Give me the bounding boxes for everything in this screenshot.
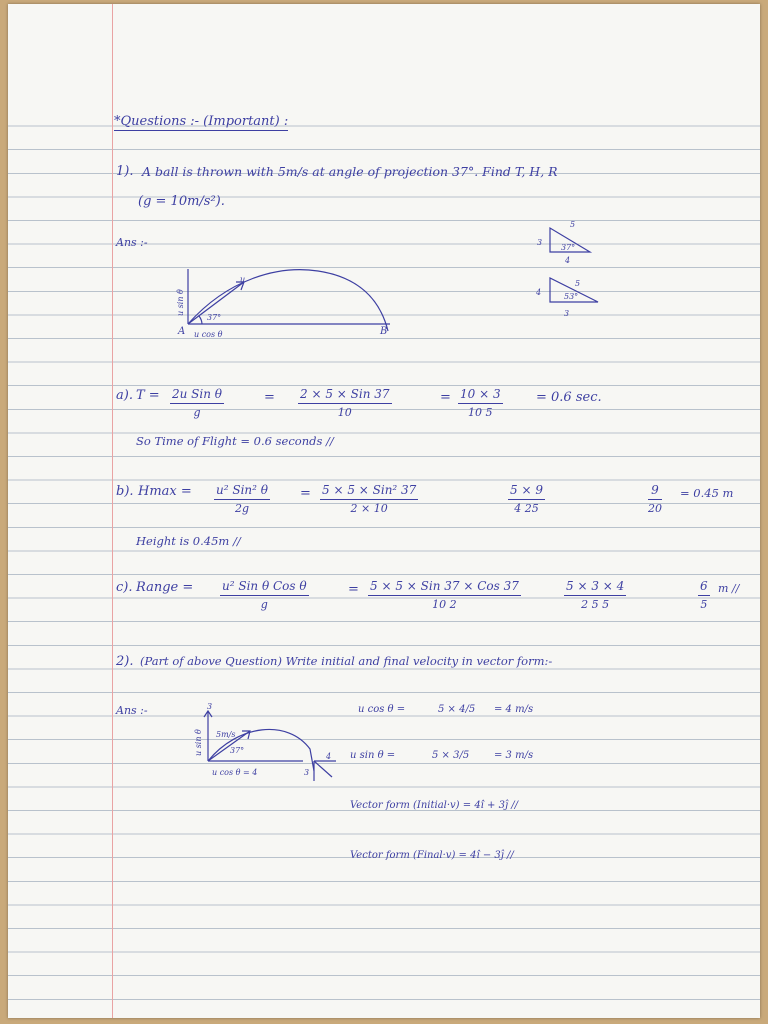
triangle-37-opposite: 3 [537, 238, 543, 247]
part-b-label: b). [116, 484, 134, 499]
part-c-step4-denominator: 5 [700, 598, 708, 611]
triangle-37-adjacent: 4 [565, 256, 571, 265]
part-c-step1-denominator: g [260, 598, 268, 611]
part-a-fraction-3 [458, 387, 503, 419]
q2-usin-label-text: u sin θ = [350, 750, 396, 761]
q2-ucos-label: u cos θ = 4 [212, 768, 258, 777]
part-b-fraction-4 [648, 483, 662, 515]
part-a-step3-denominator: 10 5 [468, 406, 493, 419]
red-margin-line [112, 4, 113, 1018]
q1-angle-label: 37° [207, 313, 222, 322]
q1-ucos-label: u cos θ [194, 330, 223, 339]
part-c-step4-numerator: 6 [698, 579, 710, 596]
q1-angle-arc [199, 316, 202, 324]
part-c-lhs: Range = [136, 580, 194, 595]
q1-text: A ball is thrown with 5m/s at angle of projection 37°. Find T, H, R [142, 164, 558, 179]
part-a-step2-denominator: 10 [337, 406, 352, 419]
part-b-equals-1: = [300, 486, 311, 501]
part-a-lhs: T = [136, 388, 160, 403]
q2-bottom-value: 3 [304, 768, 310, 777]
q2-number: 2). [116, 654, 134, 669]
q2-vector-initial: Vector form (Initial·v) = 4î + 3ĵ // [350, 800, 518, 811]
part-b-lhs: Hmax = [138, 484, 192, 499]
triangle-37-hyp: 5 [570, 220, 576, 229]
q2-text: (Part of above Question) Write initial and final velocity in vector form:- [140, 654, 553, 668]
notebook-page [8, 4, 760, 1018]
part-b-step3-denominator: 4 25 [514, 502, 539, 515]
part-b-step4-denominator: 20 [648, 502, 662, 515]
q2-ucos-label-text: u cos θ = [358, 704, 406, 715]
part-a-conclusion: So Time of Flight = 0.6 seconds // [136, 434, 334, 448]
q2-speed-label: 5m/s [216, 730, 236, 739]
part-b-step3-numerator: 5 × 9 [508, 483, 545, 500]
part-b-step4-numerator: 9 [648, 483, 662, 500]
part-c-step1-numerator: u² Sin θ Cos θ [220, 579, 309, 596]
part-c-equals-1: = [348, 582, 359, 597]
part-c-step3-numerator: 5 × 3 × 4 [564, 579, 626, 596]
part-a-label: a). [116, 388, 133, 403]
q2-ucos-calc: 5 × 4/5 [438, 704, 476, 715]
q2-answer-label: Ans :- [116, 704, 148, 717]
part-b-step2-numerator: 5 × 5 × Sin² 37 [320, 483, 418, 500]
q2-final-velocity [314, 761, 332, 777]
part-c-step2-denominator: 10 2 [432, 598, 457, 611]
part-b-conclusion: Height is 0.45m // [136, 534, 241, 548]
q2-velocity-diagram [198, 709, 348, 789]
part-c-step2-numerator: 5 × 5 × Sin 37 × Cos 37 [368, 579, 521, 596]
q2-usin-calc: 5 × 3/5 [432, 750, 470, 761]
q2-ucos-result: = 4 m/s [494, 704, 534, 715]
q2-right-value: 4 [326, 752, 332, 761]
page-heading: *Questions :- (Important) : [114, 114, 289, 129]
part-c-label: c). [116, 580, 133, 595]
page-top-margin [8, 4, 760, 103]
part-b-result: = 0.45 m [680, 486, 734, 500]
q1-number: 1). [116, 164, 134, 179]
triangle-53-hyp: 5 [575, 279, 581, 288]
q2-top-value: 3 [207, 702, 213, 711]
q2-usin-result: = 3 m/s [494, 750, 534, 761]
part-c-step3-denominator: 2 5 5 [581, 598, 610, 611]
q1-point-a: A [178, 326, 186, 337]
q2-angle-label: 37° [230, 746, 245, 755]
q1-given: (g = 10m/s²). [138, 194, 225, 209]
part-c-result: m // [718, 582, 740, 595]
part-a-step3-numerator: 10 × 3 [458, 387, 503, 404]
q1-velocity-label: u [240, 275, 246, 284]
part-a-equals-1: = [264, 390, 275, 405]
part-a-fraction-2 [298, 387, 392, 419]
part-a-step2-numerator: 2 × 5 × Sin 37 [298, 387, 392, 404]
q1-usin-label: u sin θ [176, 289, 185, 316]
part-a-step1-denominator: g [193, 406, 201, 419]
part-b-fraction-1 [214, 483, 270, 515]
triangle-53-opposite: 4 [536, 288, 542, 297]
part-c-fraction-2 [368, 579, 521, 611]
part-a-result: = 0.6 sec. [536, 390, 602, 405]
part-b-step1-denominator: 2g [234, 502, 250, 515]
part-b-step1-numerator: u² Sin² θ [214, 483, 270, 500]
part-a-step1-numerator: 2u Sin θ [170, 387, 224, 404]
part-b-fraction-2 [320, 483, 418, 515]
q2-usin-label: u sin θ [194, 729, 203, 756]
triangle-53-adjacent: 3 [564, 309, 570, 318]
q1-point-b: B [380, 326, 388, 337]
q2-vector-final: Vector form (Final·v) = 4î − 3ĵ // [350, 850, 514, 861]
triangle-37-angle: 37° [561, 243, 576, 252]
triangle-53-angle: 53° [564, 292, 579, 301]
part-a-equals-2: = [440, 390, 451, 405]
part-c-fraction-1 [220, 579, 309, 611]
part-a-fraction-1 [170, 387, 224, 419]
q1-answer-label: Ans :- [116, 236, 148, 249]
part-b-step2-denominator: 2 × 10 [350, 502, 388, 515]
part-c-fraction-3 [564, 579, 626, 611]
part-c-fraction-4 [698, 579, 710, 611]
part-b-fraction-3 [508, 483, 545, 515]
